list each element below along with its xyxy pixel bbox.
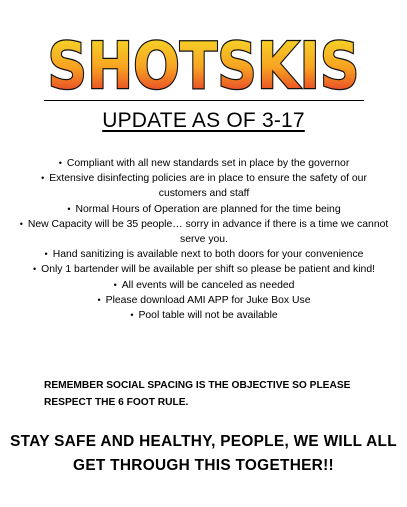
- bullet-icon: •: [113, 279, 117, 290]
- shotskis-logo-graphic: [0, 22, 407, 106]
- list-item-text: Extensive disinfecting policies are in place to ensure the safety of our customers and staff: [49, 173, 367, 200]
- list-item-text: Please download AMI APP for Juke Box Use: [105, 294, 311, 306]
- shotskis-logo: [0, 22, 407, 106]
- list-item: [18, 202, 390, 217]
- bullet-icon: •: [44, 249, 48, 260]
- list-item-text: All events will be canceled as needed: [121, 279, 295, 291]
- list-item: [18, 247, 390, 262]
- list-item: [18, 308, 390, 323]
- list-item: [18, 156, 390, 171]
- bullet-icon: •: [58, 158, 62, 168]
- bullet-icon: •: [67, 203, 71, 214]
- bullet-icon: •: [41, 173, 45, 184]
- bullet-icon: •: [19, 218, 23, 229]
- list-item-text: Pool table will not be available: [138, 310, 278, 322]
- bullet-icon: •: [32, 264, 37, 275]
- list-item-text: Hand sanitizing is available next to both doors for your convenience: [52, 249, 364, 261]
- policy-list: [18, 156, 390, 323]
- list-item-text: Compliant with all new standards set in place by the governor: [66, 158, 350, 169]
- update-title: UPDATE AS OF 3-17: [102, 109, 305, 132]
- social-spacing-notice: REMEMBER SOCIAL SPACING IS THE OBJECTIVE SO PLEASE RESPECT THE 6 FOOT RULE.: [44, 380, 351, 408]
- list-item: [18, 278, 390, 293]
- closing-message: STAY SAFE AND HEALTHY, PEOPLE, WE WILL ALL GET THROUGH THIS TOGETHER!!: [10, 433, 397, 474]
- title-divider: [44, 100, 364, 101]
- list-item-text: Normal Hours of Operation are planned for the time being: [75, 203, 341, 215]
- list-item-text: New Capacity will be 35 people… sorry in advance if there is a time we cannot serve you.: [27, 218, 389, 246]
- list-item: [18, 262, 390, 277]
- bullet-icon: •: [130, 310, 134, 321]
- list-item: [18, 171, 390, 201]
- bullet-icon: •: [97, 294, 101, 305]
- list-item: [18, 217, 390, 247]
- logo-wordmark: SHOTSKIS: [47, 30, 360, 104]
- list-item: [18, 293, 390, 308]
- list-item-text: Only 1 bartender will be available per shift so please be patient and kind!: [41, 264, 376, 276]
